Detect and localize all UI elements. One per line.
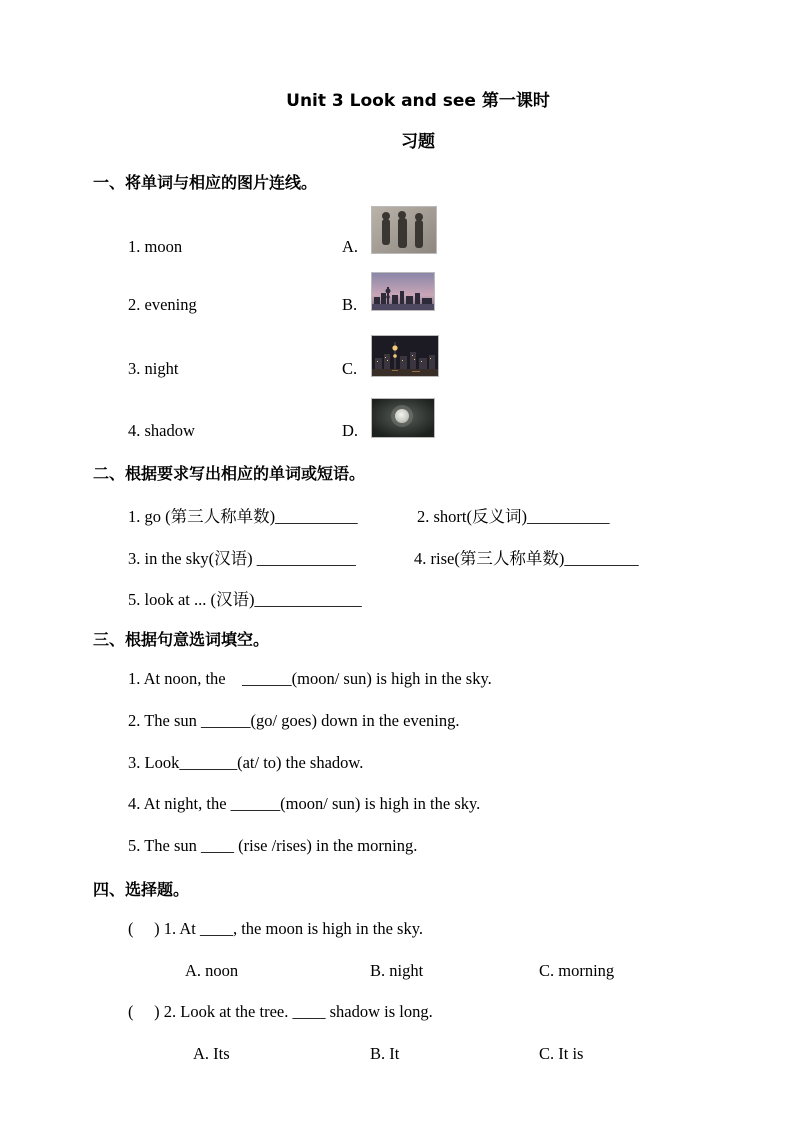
choose-word-item-1: 1. At noon, the ______(moon/ sun) is high in the sky.	[128, 669, 492, 688]
section-4-heading: 四、选择题。	[93, 880, 190, 899]
choose-word-item-4: 4. At night, the ______(moon/ sun) is high in the sky.	[128, 794, 481, 813]
page-title: Unit 3 Look and see 第一课时	[286, 91, 550, 111]
choose-word-item-5: 5. The sun ____ (rise /rises) in the morning.	[128, 836, 418, 855]
fill-item-1: 1. go (第三人称单数)__________	[128, 507, 358, 526]
choose-word-item-3: 3. Look_______(at/ to) the shadow.	[128, 753, 364, 772]
match-letter-a: A.	[342, 237, 359, 256]
night-skyline-photo	[371, 335, 439, 377]
match-letter-b: B.	[342, 295, 358, 314]
match-letter-d: D.	[342, 421, 359, 440]
mc-q1-option-a: A. noon	[185, 961, 239, 980]
mc-q1-option-c: C. morning	[539, 961, 615, 980]
section-2-heading: 二、根据要求写出相应的单词或短语。	[93, 464, 366, 483]
match-word-1: 1. moon	[128, 237, 183, 256]
mc-q2-option-b: B. It	[370, 1044, 400, 1063]
mc-q1-option-b: B. night	[370, 961, 424, 980]
moon-photo	[371, 398, 435, 438]
page-subtitle: 习题	[401, 132, 435, 152]
choose-word-item-2: 2. The sun ______(go/ goes) down in the evening.	[128, 711, 460, 730]
section-3-heading: 三、根据句意选词填空。	[93, 630, 270, 649]
match-word-4: 4. shadow	[128, 421, 195, 440]
fill-item-4: 4. rise(第三人称单数)_________	[414, 549, 639, 568]
match-letter-c: C.	[342, 359, 358, 378]
fill-item-5: 5. look at ... (汉语)_____________	[128, 590, 362, 609]
shadows-photo	[371, 206, 437, 254]
mc-question-1: ( ) 1. At ____, the moon is high in the sky.	[128, 919, 424, 938]
mc-question-2: ( ) 2. Look at the tree. ____ shadow is long.	[128, 1002, 433, 1021]
fill-item-2: 2. short(反义词)__________	[417, 507, 610, 526]
section-1-heading: 一、将单词与相应的图片连线。	[93, 173, 318, 192]
match-word-3: 3. night	[128, 359, 179, 378]
mc-q2-option-c: C. It is	[539, 1044, 584, 1063]
match-word-2: 2. evening	[128, 295, 197, 314]
evening-skyline-photo	[371, 272, 435, 311]
mc-q2-option-a: A. Its	[193, 1044, 230, 1063]
fill-item-3: 3. in the sky(汉语) ____________	[128, 549, 356, 568]
